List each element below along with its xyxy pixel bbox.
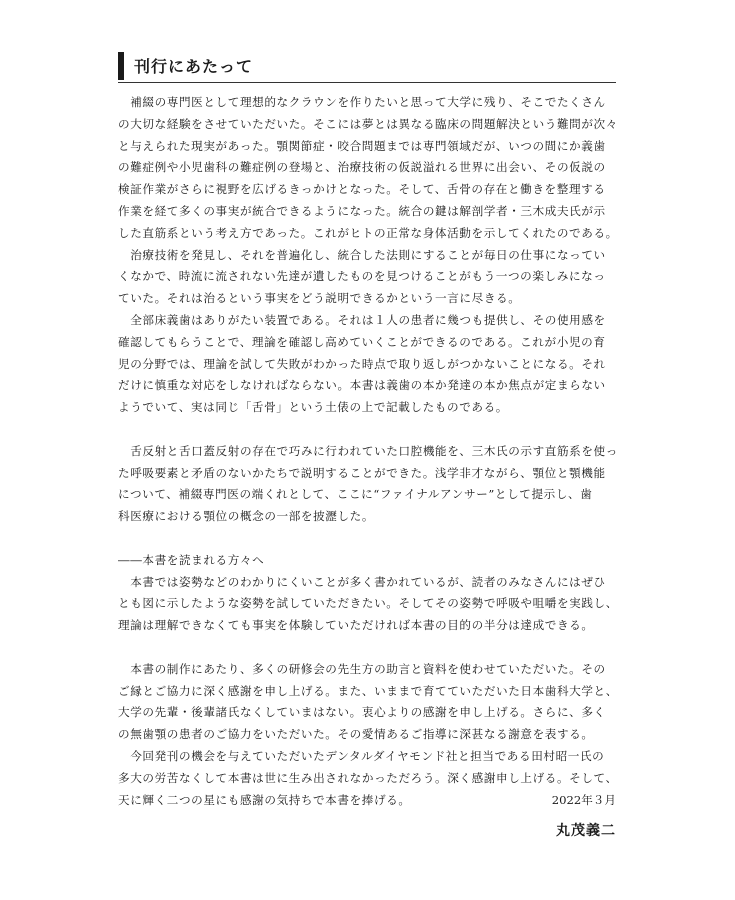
paragraph <box>118 550 618 637</box>
text-line: ――本書を読まれる方々へ <box>118 552 265 567</box>
text-line: 補綴の専門医として理想的なクラウンを作りたいと思って大学に残り、そこでたくさん <box>118 95 606 109</box>
text-line: 確認してもらうことで、理論を確認し高めていくことができるのである。これが小児の育 <box>118 334 606 349</box>
body-text <box>118 92 618 811</box>
text-line: と与えられた現実があった。顎関節症・咬合問題までは専門領域だが、いつの間にか義歯 <box>118 138 606 153</box>
text-line: 治療技術を発見し、それを普遍化し、統合した法則にすることが毎日の仕事になってい <box>118 247 606 262</box>
paragraph <box>118 659 618 746</box>
paragraph <box>118 310 618 419</box>
text-line: だけに慎重な対応をしなければならない。本書は義歯の本か発達の本か焦点が定まらない <box>118 378 606 393</box>
text-line: 児の分野では、理論を試して失敗がわかった時点で取り返しがつかないことになる。それ <box>118 356 606 371</box>
text-line: ていた。それは治るという事実をどう説明できるかという一言に尽きる。 <box>118 291 521 306</box>
page-title: 刊行にあたって <box>134 57 254 76</box>
text-line: について、補綴専門医の端くれとして、ここに“ファイナルアンサー”として提示し、歯 <box>118 487 593 502</box>
text-line: 本書では姿勢などのわかりにくいことが多く書かれているが、読者のみなさんにはぜひ <box>118 574 606 589</box>
text-line: 全部床義歯はありがたい装置である。それは１人の患者に幾つも提供し、その使用感を <box>118 312 606 327</box>
text-line: ようでいて、実は同じ「舌骨」という土俵の上で記載したものである。 <box>118 400 508 415</box>
text-line: の難症例や小児歯科の難症例の登場と、治療技術の仮説溢れる世界に出会い、その仮説の <box>118 160 606 175</box>
text-line: の大切な経験をさせていただいた。そこには夢とは異なる臨床の問題解決という難問が次々 <box>118 116 618 131</box>
text-line: た呼吸要素と矛盾のないかたちで説明することができた。浅学非才ながら、顎位と顎機能 <box>118 465 606 480</box>
paragraph-gap <box>118 419 618 441</box>
paragraph <box>118 245 618 310</box>
paragraph <box>118 92 618 245</box>
text-line: 理論は理解できなくても事実を体験していただければ本書の目的の半分は達成できる。 <box>118 618 594 633</box>
text-line: 科医療における顎位の概念の一部を披瀝した。 <box>118 509 375 524</box>
text-line: 今回発刊の機会を与えていただいたデンタルダイヤモンド社と担当である田村昭一氏の <box>118 748 605 763</box>
heading-accent-bar <box>118 52 124 80</box>
text-line: 検証作業がさらに視野を広げるきっかけとなった。そして、舌骨の存在と働きを整理する <box>118 182 606 197</box>
text-line: 天に輝く二つの星にも感謝の気持ちで本書を捧げる。 <box>118 792 411 807</box>
text-line: 多大の労苦なくして本書は世に生み出されなかっただろう。深く感謝申し上げる。そして、 <box>118 770 618 785</box>
text-line: 舌反射と舌口蓋反射の存在で巧みに行われていた口腔機能を、三木氏の示す直筋系を使っ <box>118 443 618 458</box>
date-line: 2022年３月 <box>551 793 616 807</box>
text-line: 作業を経て多くの事実が統合できるようになった。統合の鍵は解剖学者・三木成夫氏が示 <box>118 203 606 218</box>
text-line: した直筋系という考え方であった。これがヒトの正常な身体活動を示してくれたのである。 <box>118 225 618 240</box>
text-line: 大学の先輩・後輩諸氏なくしていまはない。衷心よりの感謝を申し上げる。さらに、多く <box>118 705 606 720</box>
text-line: くなかで、時流に流されない先達が遺したものを見つけることがもう一つの楽しみになっ <box>118 269 606 284</box>
text-line: ご縁とご協力に深く感謝を申し上げる。また、いままで育てていただいた日本歯科大学と、 <box>118 683 618 698</box>
paragraph-gap <box>118 637 618 659</box>
paragraph <box>118 441 618 528</box>
paragraph-gap <box>118 528 618 550</box>
section-heading <box>118 52 616 83</box>
text-line: 本書の制作にあたり、多くの研修会の先生方の助言と資料を使わせていただいた。その <box>118 661 606 676</box>
author-signature: 丸茂義二 <box>556 823 616 839</box>
text-line: とも図に示したような姿勢を試していただきたい。そしてその姿勢で呼吸や咀嚼を実践し、 <box>118 596 618 611</box>
text-line: の無歯顎の患者のご協力をいただいた。その愛情あるご指導に深甚なる謝意を表する。 <box>118 727 594 742</box>
